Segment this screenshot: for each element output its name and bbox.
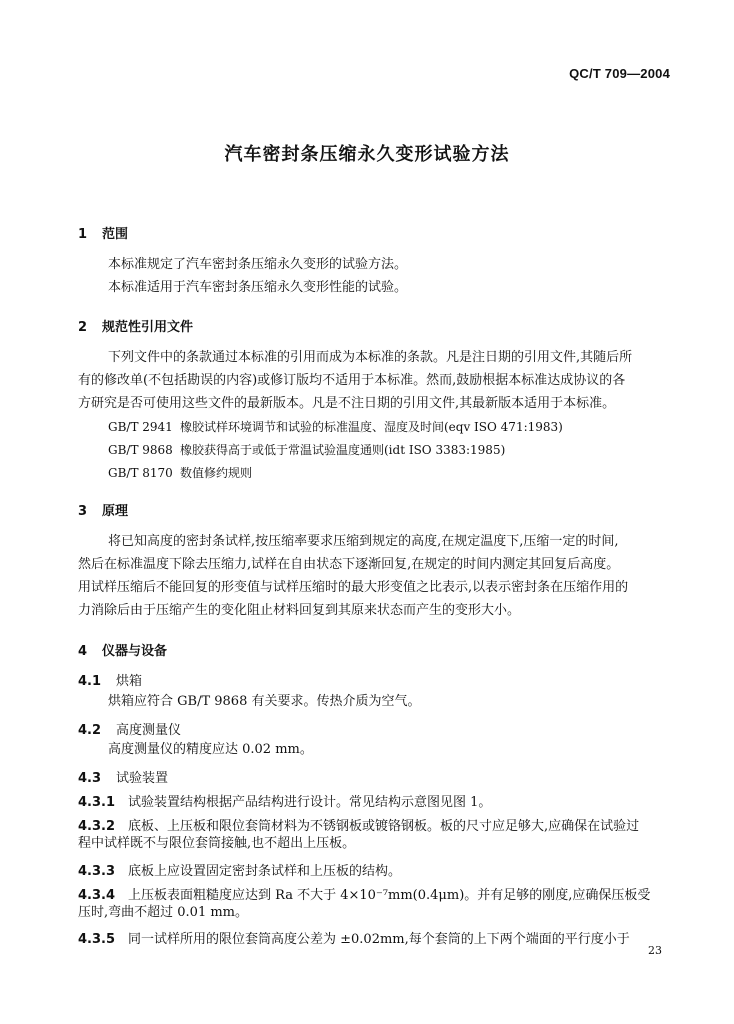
clause-text: 上压板表面粗糙度应达到 Ra 不大于 4×10⁻⁷mm(0.4μm)。并有足够的刚度,应确保压板受	[128, 888, 651, 903]
clause-number: 4.3.3	[78, 864, 116, 879]
clause-text: 底板上应设置固定密封条试样和上压板的结构。	[128, 864, 402, 879]
reference-code: GB/T 9868	[108, 443, 173, 457]
clause-number: 4.3.4	[78, 888, 116, 903]
reference-item	[108, 464, 252, 481]
section-3-line-1: 将已知高度的密封条试样,按压缩率要求压缩到规定的高度,在规定温度下,压缩一定的时间,	[108, 534, 619, 549]
subsection-4-1-text: 烘箱应符合 GB/T 9868 有关要求。传热介质为空气。	[108, 694, 421, 709]
clause-4-3-5	[78, 928, 630, 947]
section-title: 规范性引用文件	[102, 320, 194, 335]
section-2-heading	[78, 316, 193, 335]
clause-4-3-1	[78, 791, 491, 810]
reference-code: GB/T 8170	[108, 466, 173, 480]
clause-number: 4.3.1	[78, 795, 116, 810]
subsection-title: 试验装置	[116, 771, 169, 786]
section-title: 仪器与设备	[102, 644, 168, 659]
clause-text: 试验装置结构根据产品结构进行设计。常见结构示意图见图 1。	[128, 795, 492, 810]
reference-item	[108, 418, 563, 435]
section-number: 4	[78, 644, 88, 659]
subsection-number: 4.2	[78, 723, 102, 738]
subsection-4-2-heading	[78, 719, 181, 738]
clause-4-3-3	[78, 860, 401, 879]
section-1-line-1: 本标准规定了汽车密封条压缩永久变形的试验方法。	[108, 257, 408, 272]
standard-code: QC/T 709—2004	[569, 66, 670, 81]
section-1-line-2: 本标准适用于汽车密封条压缩永久变形性能的试验。	[108, 280, 408, 295]
section-number: 3	[78, 504, 88, 519]
section-2-line-1: 下列文件中的条款通过本标准的引用而成为本标准的条款。凡是注日期的引用文件,其随后所	[108, 350, 633, 365]
subsection-number: 4.3	[78, 771, 102, 786]
section-number: 1	[78, 227, 88, 242]
subsection-4-1-heading	[78, 670, 142, 689]
reference-title: 橡胶获得高于或低于常温试验温度通则(idt ISO 3383:1985)	[180, 443, 506, 457]
section-3-line-3: 用试样压缩后不能回复的形变值与试样压缩时的最大形变值之比表示,以表示密封条在压缩作用的	[78, 580, 629, 595]
clause-text: 同一试样所用的限位套筒高度公差为 ±0.02mm,每个套筒的上下两个端面的平行度小于	[128, 932, 630, 947]
clause-4-3-2-continuation: 程中试样既不与限位套筒接触,也不超出上压板。	[78, 836, 356, 851]
section-number: 2	[78, 320, 88, 335]
section-2-line-3: 方研究是否可使用这些文件的最新版本。凡是不注日期的引用文件,其最新版本适用于本标准。	[78, 396, 616, 411]
subsection-4-3-heading	[78, 767, 168, 786]
subsection-number: 4.1	[78, 674, 102, 689]
clause-4-3-4-continuation: 压时,弯曲不超过 0.01 mm。	[78, 905, 248, 920]
page-number: 23	[648, 944, 662, 957]
section-1-heading	[78, 223, 128, 242]
section-3-line-2: 然后在标准温度下除去压缩力,试样在自由状态下逐渐回复,在规定的时间内测定其回复后高度。	[78, 557, 620, 572]
reference-title: 数值修约规则	[180, 466, 253, 480]
clause-text: 底板、上压板和限位套筒材料为不锈钢板或镀铬钢板。板的尺寸应足够大,应确保在试验过	[128, 819, 640, 834]
section-title: 原理	[102, 504, 129, 519]
clause-number: 4.3.2	[78, 819, 116, 834]
section-4-heading	[78, 640, 167, 659]
reference-title: 橡胶试样环境调节和试验的标准温度、湿度及时间(eqv ISO 471:1983)	[180, 420, 563, 434]
subsection-title: 高度测量仪	[116, 723, 182, 738]
reference-item	[108, 441, 505, 458]
section-2-line-2: 有的修改单(不包括勘误的内容)或修订版均不适用于本标准。然而,鼓励根据本标准达成协议的各	[78, 373, 626, 388]
section-3-line-4: 力消除后由于压缩产生的变化阻止材料回复到其原来状态而产生的变形大小。	[78, 603, 521, 618]
subsection-title: 烘箱	[116, 674, 143, 689]
page-title: 汽车密封条压缩永久变形试验方法	[224, 144, 510, 165]
section-title: 范围	[102, 227, 129, 242]
reference-code: GB/T 2941	[108, 420, 173, 434]
section-3-heading	[78, 500, 128, 519]
subsection-4-2-text: 高度测量仪的精度应达 0.02 mm。	[108, 742, 313, 757]
clause-number: 4.3.5	[78, 932, 116, 947]
